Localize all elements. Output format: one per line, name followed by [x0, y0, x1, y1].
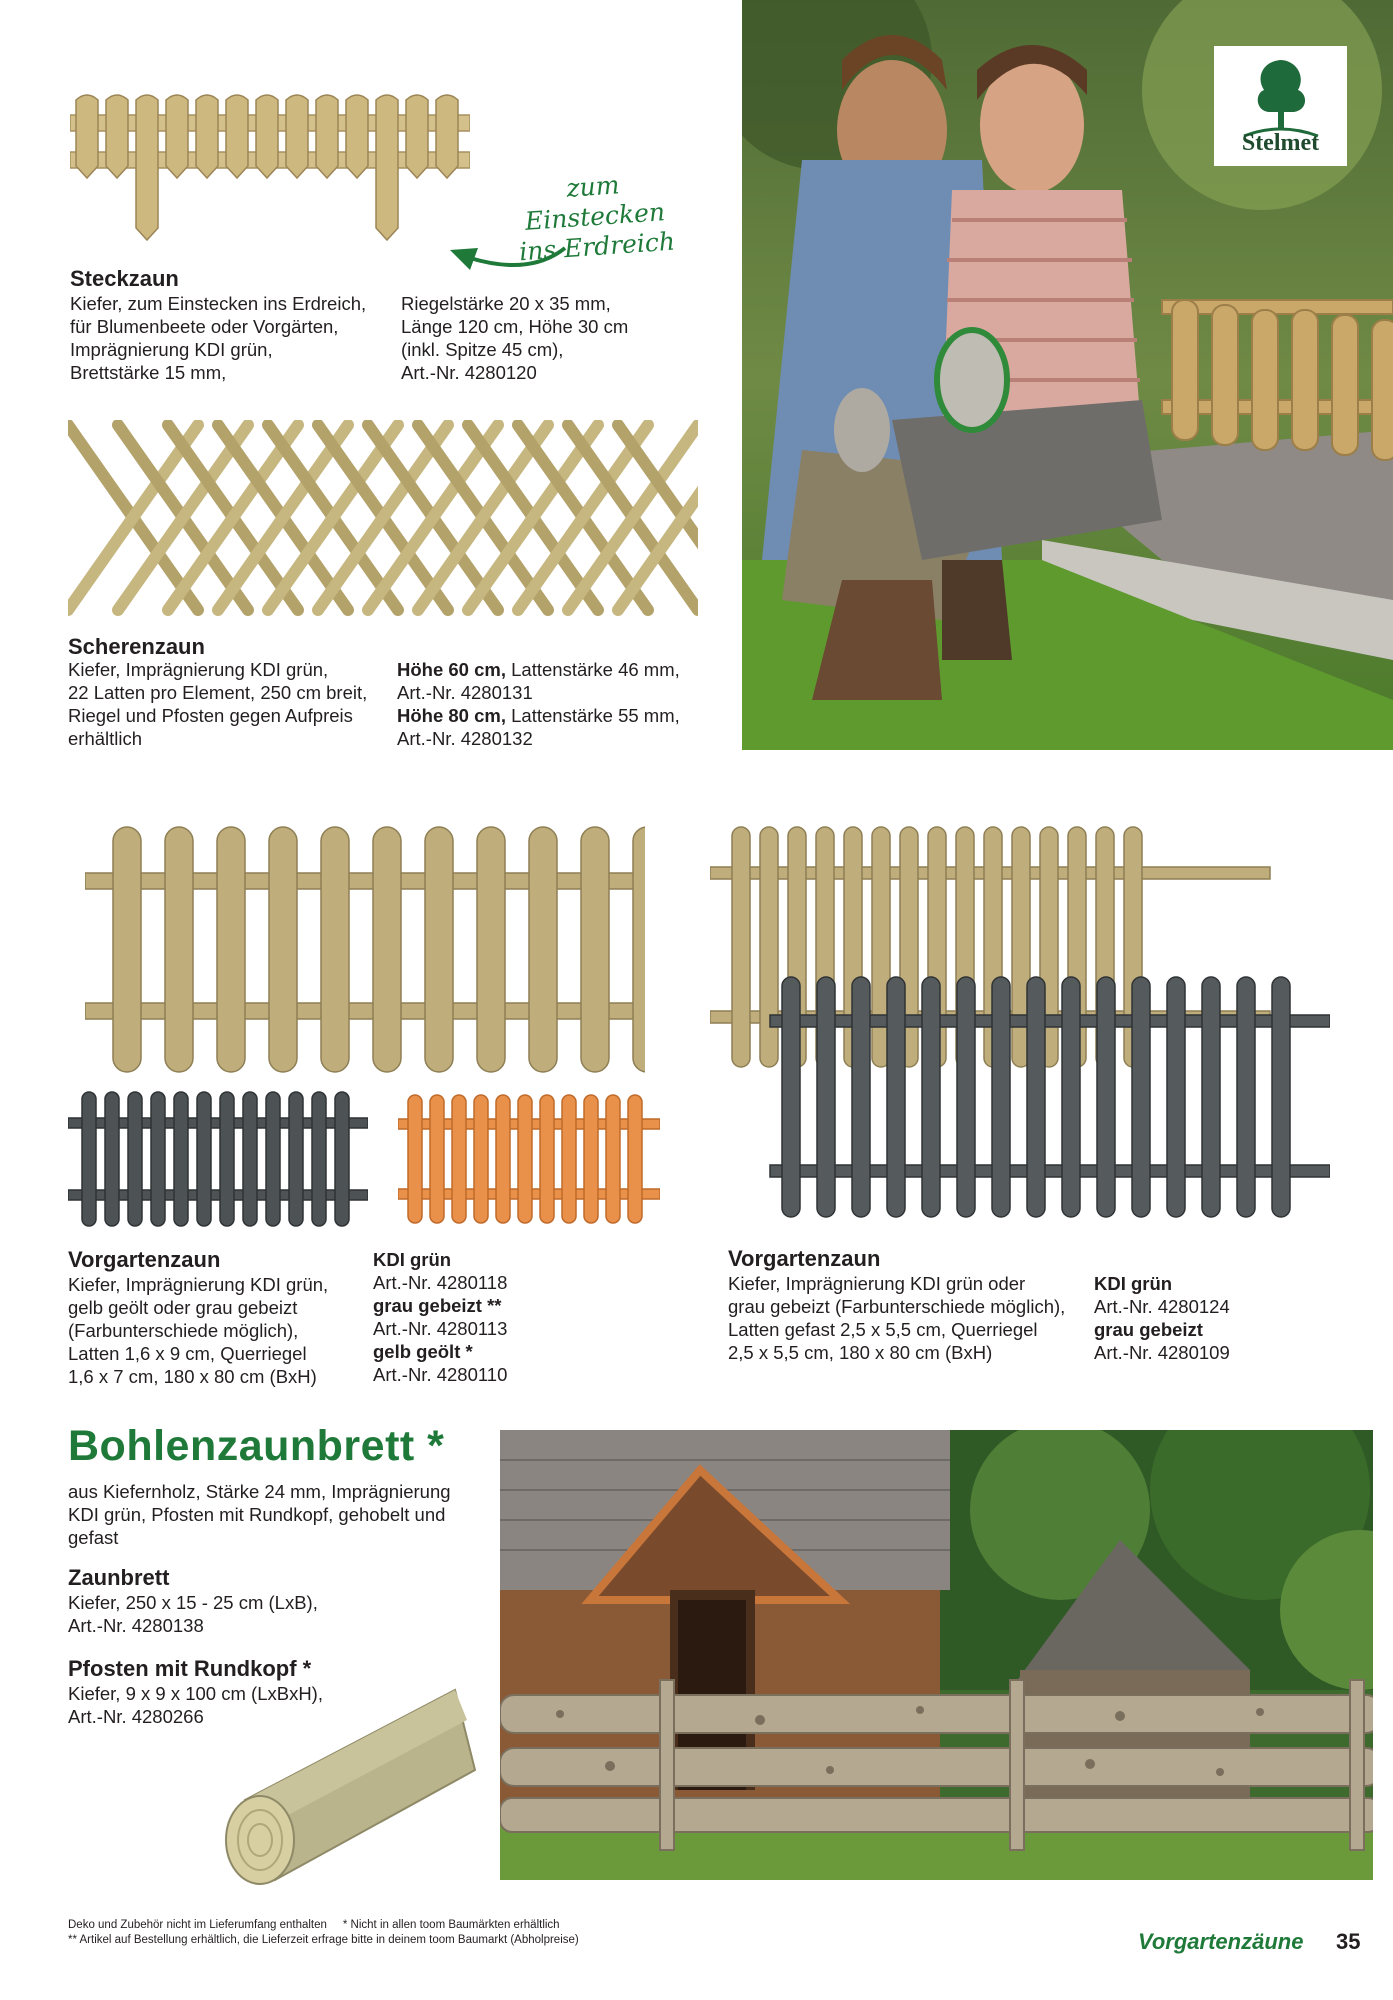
desc-line: Imprägnierung KDI grün, [70, 339, 273, 360]
scherenzaun-title: Scherenzaun [68, 634, 205, 659]
bohlenzaun-photo [500, 1430, 1373, 1880]
page-number: 35 [1336, 1929, 1361, 1954]
article-number: Art.-Nr. 4280132 [397, 728, 533, 749]
variant-label: gelb geölt * [373, 1341, 473, 1362]
article-number: Art.-Nr. 4280113 [373, 1318, 508, 1339]
spec-line: (inkl. Spitze 45 cm), [401, 339, 564, 360]
zaunbrett-title: Zaunbrett [68, 1565, 170, 1590]
desc-line: Brettstärke 15 mm, [70, 362, 227, 383]
desc-line: Kiefer, Imprägnierung KDI grün oder [728, 1273, 1026, 1294]
vorgarten1-kdi-image [85, 825, 645, 1075]
desc-line: 2,5 x 5,5 cm, 180 x 80 cm (BxH) [728, 1342, 993, 1363]
annotation-line-2: ins Erdreich [518, 226, 676, 267]
variant-label: KDI grün [373, 1249, 452, 1270]
vorgarten2-image [710, 825, 1330, 1225]
desc-line: für Blumenbeete oder Vorgärten, [70, 316, 339, 337]
article-number: Art.-Nr. 4280110 [373, 1364, 508, 1385]
spec-height-80: Höhe 80 cm, [397, 705, 506, 726]
vorgarten1-description [68, 1273, 328, 1388]
variant-label: grau gebeizt [1094, 1319, 1203, 1340]
zaunbrett-description [68, 1591, 318, 1637]
vorgarten2-variants [1094, 1272, 1230, 1364]
desc-line: grau gebeizt (Farbunterschiede möglich), [728, 1296, 1066, 1317]
desc-line: Kiefer, Imprägnierung KDI grün, [68, 659, 329, 680]
steckzaun-title: Steckzaun [70, 266, 179, 291]
desc-line: (Farbunterschiede möglich), [68, 1320, 299, 1341]
desc-line: Latten 1,6 x 9 cm, Querriegel [68, 1343, 307, 1364]
desc-line: Kiefer, Imprägnierung KDI grün, [68, 1274, 329, 1295]
stelmet-logo [1214, 46, 1347, 166]
footnote-1: Deko und Zubehör nicht im Lieferumfang enthalten * Nicht in allen toom Baumärkten erhältlich [68, 1919, 560, 1931]
desc-line: 1,6 x 7 cm, 180 x 80 cm (BxH) [68, 1366, 317, 1387]
desc-line: gelb geölt oder grau gebeizt [68, 1297, 298, 1318]
spec-thickness: Lattenstärke 46 mm, [506, 659, 680, 680]
spec-thickness: Lattenstärke 55 mm, [506, 705, 680, 726]
spec-line: Art.-Nr. 4280120 [401, 362, 537, 383]
pfosten-title: Pfosten mit Rundkopf * [68, 1656, 312, 1681]
scherenzaun-description [68, 658, 367, 750]
section-label: Vorgartenzäune [1138, 1929, 1304, 1954]
vorgarten1-yellow-image [398, 1093, 660, 1227]
desc-line: Latten gefast 2,5 x 5,5 cm, Querriegel [728, 1319, 1038, 1340]
annotation-arrow-icon [440, 228, 570, 278]
vorgarten1-grey-image [68, 1090, 368, 1230]
couple-photo [742, 0, 1393, 750]
pfosten-description [68, 1682, 323, 1728]
footnote-2: ** Artikel auf Bestellung erhältlich, die Lieferzeit erfrage bitte in deinem toom Baumarkt (Abholpreise) [68, 1934, 579, 1946]
desc-line: 22 Latten pro Element, 250 cm breit, [68, 682, 368, 703]
steckzaun-specs [401, 292, 628, 384]
article-number: Art.-Nr. 4280131 [397, 682, 533, 703]
steckzaun-image [70, 90, 470, 250]
desc-line: Kiefer, zum Einstecken ins Erdreich, [70, 293, 367, 314]
desc-line: Kiefer, 9 x 9 x 100 cm (LxBxH), [68, 1683, 323, 1704]
spec-line: Länge 120 cm, Höhe 30 cm [401, 316, 629, 337]
bohlenzaun-description [68, 1480, 451, 1549]
vorgarten2-description [728, 1272, 1065, 1364]
stelmet-logo-text: Stelmet [1241, 130, 1320, 156]
article-number: Art.-Nr. 4280138 [68, 1615, 204, 1636]
desc-line: aus Kiefernholz, Stärke 24 mm, Imprägnierung [68, 1481, 451, 1502]
article-number: Art.-Nr. 4280109 [1094, 1342, 1230, 1363]
article-number: Art.-Nr. 4280118 [373, 1272, 508, 1293]
article-number: Art.-Nr. 4280124 [1094, 1296, 1230, 1317]
scherenzaun-image [68, 420, 698, 620]
annotation-line-1: zum Einstecken [524, 170, 666, 236]
desc-line: Riegel und Pfosten gegen Aufpreis [68, 705, 353, 726]
vorgarten1-title: Vorgartenzaun [68, 1247, 221, 1272]
desc-line: gefast [68, 1527, 119, 1548]
bohlenzaun-heading: Bohlenzaunbrett * [68, 1422, 445, 1470]
vorgarten1-variants [373, 1248, 507, 1386]
scherenzaun-specs [397, 658, 680, 750]
desc-line: KDI grün, Pfosten mit Rundkopf, gehobelt und [68, 1504, 446, 1525]
desc-line: erhältlich [68, 728, 143, 749]
desc-line: Kiefer, 250 x 15 - 25 cm (LxB), [68, 1592, 318, 1613]
spec-height-60: Höhe 60 cm, [397, 659, 506, 680]
article-number: Art.-Nr. 4280266 [68, 1706, 204, 1727]
vorgarten2-title: Vorgartenzaun [728, 1246, 881, 1271]
variant-label: grau gebeizt ** [373, 1295, 502, 1316]
steckzaun-description [70, 292, 366, 384]
variant-label: KDI grün [1094, 1273, 1173, 1294]
spec-line: Riegelstärke 20 x 35 mm, [401, 293, 611, 314]
